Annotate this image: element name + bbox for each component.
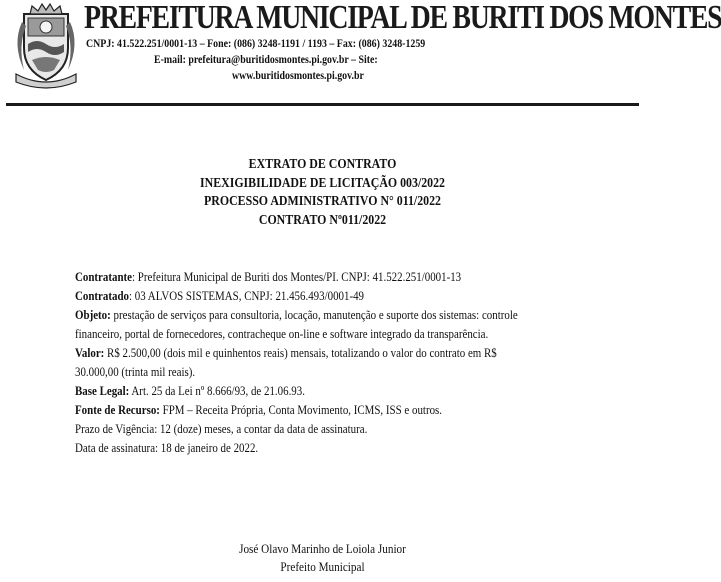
org-name: PREFEITURA MUNICIPAL DE BURITI DOS MONTES <box>84 0 721 36</box>
header-divider <box>6 103 639 106</box>
signature-block <box>0 540 645 576</box>
contratante-label: Contratante <box>75 269 133 284</box>
data-assinatura-line: Data de assinatura: 18 de janeiro de 2022. <box>75 440 259 455</box>
signatory-name: José Olavo Marinho de Loiola Junior <box>239 541 406 556</box>
contratado-label: Contratado <box>75 288 129 303</box>
base-legal-value: Art. 25 da Lei nº 8.666/93, de 21.06.93. <box>129 383 305 398</box>
signatory-role: Prefeito Municipal <box>280 559 365 574</box>
title-block <box>0 155 645 229</box>
contratante-line <box>75 267 499 286</box>
contratante-value: : Prefeitura Municipal de Buriti dos Montes/PI. CNPJ: 41.522.251/0001-13 <box>132 269 462 284</box>
valor-line <box>75 343 499 362</box>
objeto-value: prestação de serviços para consultoria, locação, manutenção e suporte dos sistemas: controle <box>110 307 518 322</box>
prazo-vigencia-line: Prazo de Vigência: 12 (doze) meses, a contar da data de assinatura. <box>75 421 368 436</box>
processo-title: PROCESSO ADMINISTRATIVO N° 011/2022 <box>204 193 441 208</box>
base-legal-line <box>75 381 499 400</box>
objeto-line <box>75 305 518 324</box>
objeto-label: Objeto: <box>75 307 111 322</box>
objeto-continuation: financeiro, portal de fornecedores, contracheque on-line e software integrado da transparência. <box>75 326 489 341</box>
municipal-crest-icon <box>10 4 82 86</box>
fonte-recurso-label: Fonte de Recurso: <box>75 402 160 417</box>
inexigibilidade-title: INEXIGIBILIDADE DE LICITAÇÃO 003/2022 <box>199 174 446 190</box>
document-title: EXTRATO DE CONTRATO <box>248 156 397 171</box>
contratado-line <box>75 286 499 305</box>
valor-continuation: 30.000,00 (trinta mil reais). <box>75 364 196 379</box>
valor-label: Valor: <box>75 345 105 360</box>
base-legal-label: Base Legal: <box>75 383 130 398</box>
fonte-recurso-value: FPM – Receita Própria, Conta Movimento, ICMS, ISS e outros. <box>159 402 443 417</box>
valor-value: R$ 2.500,00 (dois mil e quinhentos reais) mensais, totalizando o valor do contrato em R$ <box>104 345 497 360</box>
website-line: www.buritidosmontes.pi.gov.br <box>232 70 364 82</box>
contact-line: CNPJ: 41.522.251/0001-13 – Fone: (086) 3248-1191 / 1193 – Fax: (086) 3248-1259 <box>86 38 426 50</box>
contrato-title: CONTRATO Nº011/2022 <box>258 211 387 227</box>
letterhead-text <box>84 0 721 84</box>
contract-body <box>75 267 580 457</box>
contratado-value: : 03 ALVOS SISTEMAS, CNPJ: 21.456.493/0001-49 <box>128 288 365 303</box>
fonte-recurso-line <box>75 400 499 419</box>
letterhead <box>0 0 721 106</box>
email-line: E-mail: prefeitura@buritidosmontes.pi.gov.br – Site: <box>154 54 378 66</box>
